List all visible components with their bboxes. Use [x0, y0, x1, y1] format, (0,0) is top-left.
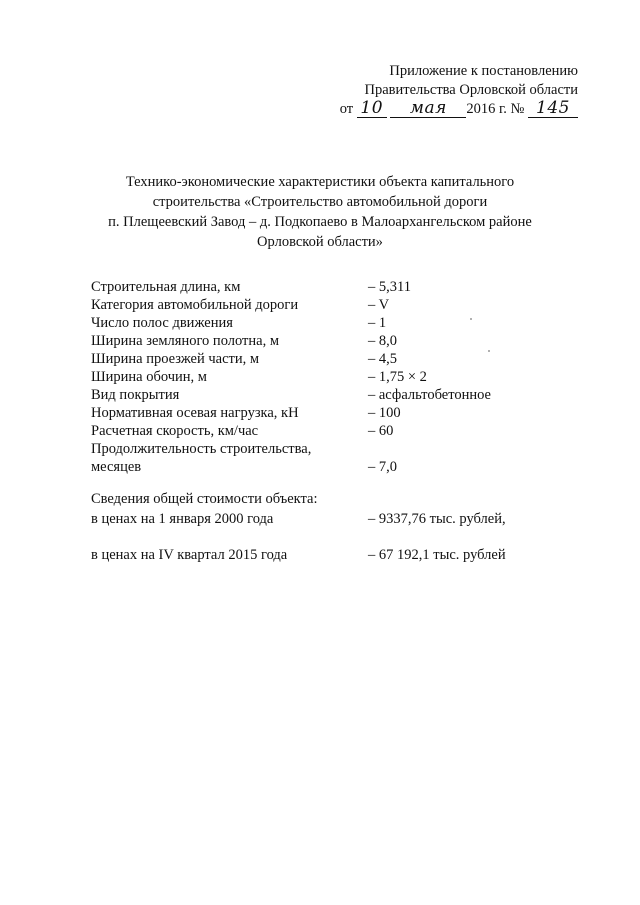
spec-row [91, 368, 571, 386]
cost-heading: Сведения общей стоимости объекта: [91, 491, 318, 507]
spec-label: Расчетная скорость, км/час [91, 423, 259, 439]
cost-value: – 9337,76 тыс. рублей, [368, 511, 506, 527]
spec-value: – 4,5 [368, 351, 397, 367]
title-line-2: строительства «Строительство автомобильной дороги [152, 194, 488, 210]
spec-value: – 7,0 [368, 459, 397, 475]
header-line-2: Правительства Орловской области [364, 82, 578, 98]
spec-row [91, 458, 571, 476]
spec-value: – 1 [368, 315, 387, 331]
title-line-4: Орловской области» [257, 234, 383, 250]
spec-row [91, 440, 571, 458]
cost-value: – 67 192,1 тыс. рублей [368, 547, 506, 563]
resolution-date-line [340, 100, 578, 119]
spec-row [91, 422, 571, 440]
cost-label: в ценах на 1 января 2000 года [91, 511, 274, 527]
spec-value: – 1,75 × 2 [368, 369, 427, 385]
document-title [100, 172, 540, 252]
title-line-3: п. Плещеевский Завод – д. Подкопаево в Малоархангельском районе [108, 214, 532, 230]
date-day-blank [357, 100, 387, 118]
spec-value: – 8,0 [368, 333, 397, 349]
spec-label: Нормативная осевая нагрузка, кН [91, 405, 299, 421]
cost-row [91, 545, 571, 565]
spec-label: Категория автомобильной дороги [91, 297, 299, 313]
spec-label: Строительная длина, км [91, 279, 241, 295]
specifications-list [91, 278, 571, 476]
spec-row [91, 350, 571, 368]
spacer [91, 529, 571, 545]
date-prefix: от [339, 101, 354, 117]
spec-value: – 100 [368, 405, 401, 421]
spec-label: Ширина земляного полотна, м [91, 333, 280, 349]
date-year: 2016 г. № [466, 101, 525, 117]
spec-row [91, 332, 571, 350]
spec-value: – 60 [368, 423, 394, 439]
spec-label: Ширина обочин, м [91, 369, 207, 385]
spec-label: месяцев [91, 459, 142, 475]
spec-row [91, 404, 571, 422]
header-line-1: Приложение к постановлению [389, 63, 578, 79]
handwritten-month: мая [409, 98, 447, 118]
spec-value: – асфальтобетонное [368, 387, 491, 403]
handwritten-number: 145 [536, 98, 570, 118]
date-month-blank [390, 100, 466, 118]
handwritten-day: 10 [360, 98, 384, 118]
spec-value: – V [368, 297, 390, 313]
spec-value: – 5,311 [368, 279, 411, 295]
doc-number-blank [528, 100, 578, 118]
title-line-1: Технико-экономические характеристики объекта капитального [125, 174, 515, 190]
attachment-header [340, 62, 578, 119]
spec-row [91, 386, 571, 404]
cost-row [91, 509, 571, 529]
spec-row [91, 278, 571, 296]
spec-row [91, 296, 571, 314]
spec-row [91, 314, 571, 332]
scan-speck [470, 318, 472, 320]
cost-section [91, 489, 571, 565]
spec-label: Число полос движения [91, 315, 233, 331]
spec-label: Вид покрытия [91, 387, 180, 403]
spec-label: Ширина проезжей части, м [91, 351, 260, 367]
scan-speck [488, 350, 490, 352]
cost-label: в ценах на IV квартал 2015 года [91, 547, 288, 563]
spec-label: Продолжительность строительства, [91, 441, 312, 457]
